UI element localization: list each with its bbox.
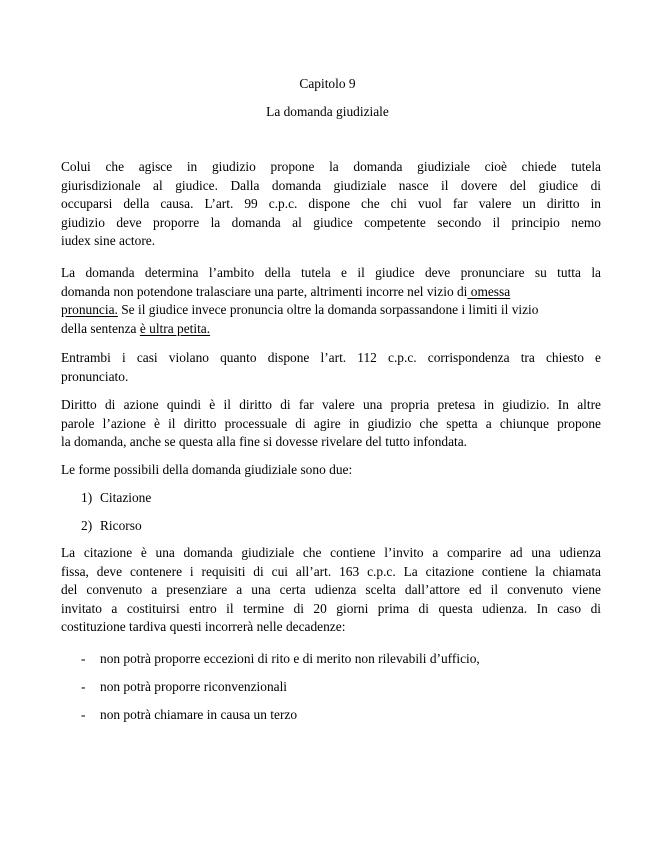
text-line: occuparsi della causa. L’art. 99 c.p.c. dispone che chi vuol far valere un diritto in (61, 196, 601, 211)
list-item-text: non potrà proporre riconvenzionali (100, 679, 288, 694)
list-item-text: non potrà chiamare in causa un terzo (100, 707, 298, 722)
text-line: invitato a costituirsi entro il termine di 20 giorni prima di questa udienza. In caso di (61, 600, 601, 616)
chapter-number: Capitolo 9 (299, 76, 356, 91)
underlined-term-omessa: omessa (467, 283, 511, 299)
list-number: 2) (81, 518, 93, 533)
text-line: La domanda determina l’ambito della tutela e il giudice deve pronunciare su tutta la (61, 265, 601, 280)
list-item (81, 517, 142, 536)
list-item (81, 650, 480, 669)
paragraph-5 (61, 461, 601, 480)
text-line: Colui che agisce in giudizio propone la domanda giudiziale cioè chiede tutela (61, 159, 601, 174)
dash-bullet: - (81, 651, 86, 666)
paragraph-4 (61, 396, 601, 452)
paragraph-1 (61, 158, 601, 251)
text-line: costituzione tardiva questi incorrerà nelle decadenze: (61, 619, 346, 634)
dash-bullet: - (81, 679, 86, 694)
text-span: domanda non potendone tralasciare una parte, altrimenti incorre nel vizio di (61, 283, 468, 299)
chapter-title: La domanda giudiziale (266, 104, 389, 119)
paragraph-6 (61, 544, 601, 637)
list-item (81, 489, 151, 508)
text-line: Le forme possibili della domanda giudiziale sono due: (61, 462, 353, 477)
text-line: Entrambi i casi violano quanto dispone l’art. 112 c.p.c. corrispondenza tra chiesto e (61, 350, 601, 365)
text-line: parole l’azione è il diritto processuale di agire in giudizio che spetta a chiunque propone (61, 415, 601, 431)
text-line: giurisdizionale al giudice. Dalla domanda giudiziale nasce il dovere del giudice di (61, 177, 601, 193)
underlined-term-pronuncia: pronuncia. (61, 302, 118, 317)
text-line (61, 283, 601, 302)
text-line: giudizio deve proporre la domanda al giudice competente secondo il principio nemo (61, 214, 601, 230)
text-span: Se il giudice invece pronuncia oltre la domanda sorpassandone i limiti il vizio (117, 302, 539, 317)
list-number: 1) (81, 490, 93, 505)
list-item-text: Ricorso (100, 518, 142, 533)
text-line: pronunciato. (61, 368, 129, 384)
text-line: iudex sine actore. (61, 233, 156, 248)
text-line: la domanda, anche se questa alla fine si dovesse rivelare del tutto infondata. (61, 434, 468, 449)
text-line: fissa, deve contenere i requisiti di cui all’art. 163 c.p.c. La citazione contiene la chiamata (61, 563, 601, 579)
paragraph-3 (61, 349, 601, 386)
text-span: della sentenza (61, 320, 140, 336)
text-line: La citazione è una domanda giudiziale che contiene l’invito a comparire ad una udienza (61, 545, 601, 560)
list-item (81, 678, 287, 697)
list-item (81, 706, 297, 725)
dash-bullet: - (81, 707, 86, 722)
paragraph-2 (61, 264, 601, 338)
text-line: del convenuto a presenziare a una certa udienza scelta dall’attore ed il convenuto viene (61, 582, 601, 597)
text-line (61, 301, 601, 320)
text-line: Diritto di azione quindi è il diritto di far valere una propria pretesa in giudizio. In altre (61, 397, 601, 412)
list-item-text: non potrà proporre eccezioni di rito e di merito non rilevabili d’ufficio, (100, 651, 480, 666)
underlined-term-ultra-petita: è ultra petita. (139, 320, 211, 336)
list-item-text: Citazione (100, 490, 152, 505)
text-line (61, 320, 601, 339)
